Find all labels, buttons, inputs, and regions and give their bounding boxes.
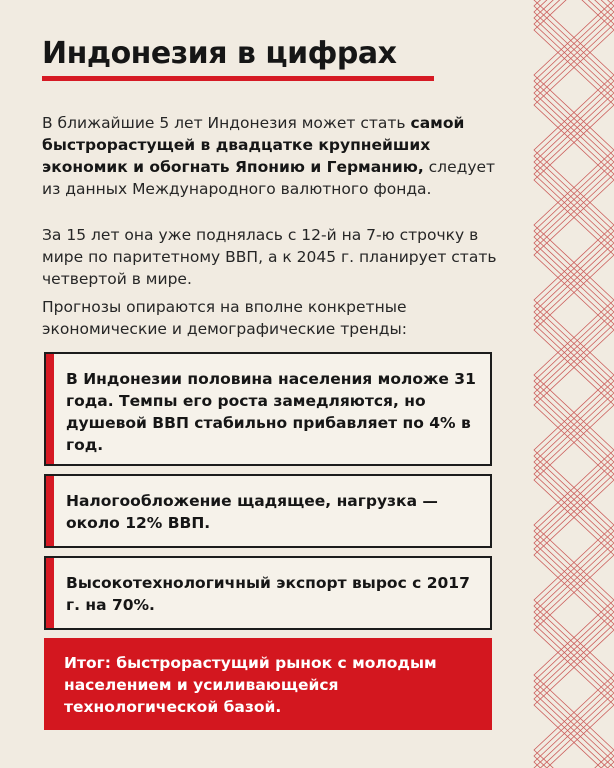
ranking-paragraph: За 15 лет она уже поднялась с 12-й на 7-ю строчку в мире по паритетному ВВП, а к 2045 г. планирует стать четвертой в мире. xyxy=(42,226,497,288)
card-accent-bar xyxy=(46,476,54,546)
summary-box: Итог: быстрорастущий рынок с молодым населением и усиливающейся технологической базой. xyxy=(44,638,492,730)
lattice-line xyxy=(534,0,614,768)
lattice-line xyxy=(534,0,614,768)
lattice-line xyxy=(534,0,614,768)
lattice-line xyxy=(534,0,614,768)
forecast-paragraph: Прогнозы опираются на вполне конкретные экономические и демографические тренды: xyxy=(42,298,407,338)
fact-card-demographics xyxy=(44,352,492,466)
fact-card-taxation xyxy=(44,474,492,548)
fact-card-export xyxy=(44,556,492,630)
lattice-line xyxy=(534,0,614,768)
lattice-line xyxy=(534,0,614,768)
card-accent-bar xyxy=(46,354,54,464)
fact-text: В Индонезии половина населения моложе 31 года. Темпы его роста замедляются, но душевой ВВП стабильно прибавляет по 4% в год. xyxy=(66,370,476,454)
lattice-line xyxy=(534,0,614,768)
intro-lead: В ближайшие 5 лет Индонезия может стать xyxy=(42,114,406,132)
intro-paragraph xyxy=(42,112,512,200)
title-underline xyxy=(42,76,434,81)
card-accent-bar xyxy=(46,558,54,628)
decorative-lattice-pattern xyxy=(514,0,614,768)
intro-highlight: самой быстрорастущей в двадцатке крупнейших экономик и обогнать Японию и Германию, xyxy=(42,114,465,176)
intro-tail: следует из данных Международного валютного фонда. xyxy=(42,158,496,198)
fact-text: Высокотехнологичный экспорт вырос с 2017 г. на 70%. xyxy=(66,574,470,614)
lattice-line xyxy=(534,0,614,768)
page-title: Индонезия в цифрах xyxy=(42,36,397,71)
lattice-line xyxy=(534,0,614,768)
title-block xyxy=(42,34,434,81)
fact-text: Налогообложение щадящее, нагрузка — около 12% ВВП. xyxy=(66,492,438,532)
lattice-line xyxy=(534,0,614,768)
lattice-line xyxy=(534,0,614,768)
lattice-line xyxy=(534,0,614,768)
